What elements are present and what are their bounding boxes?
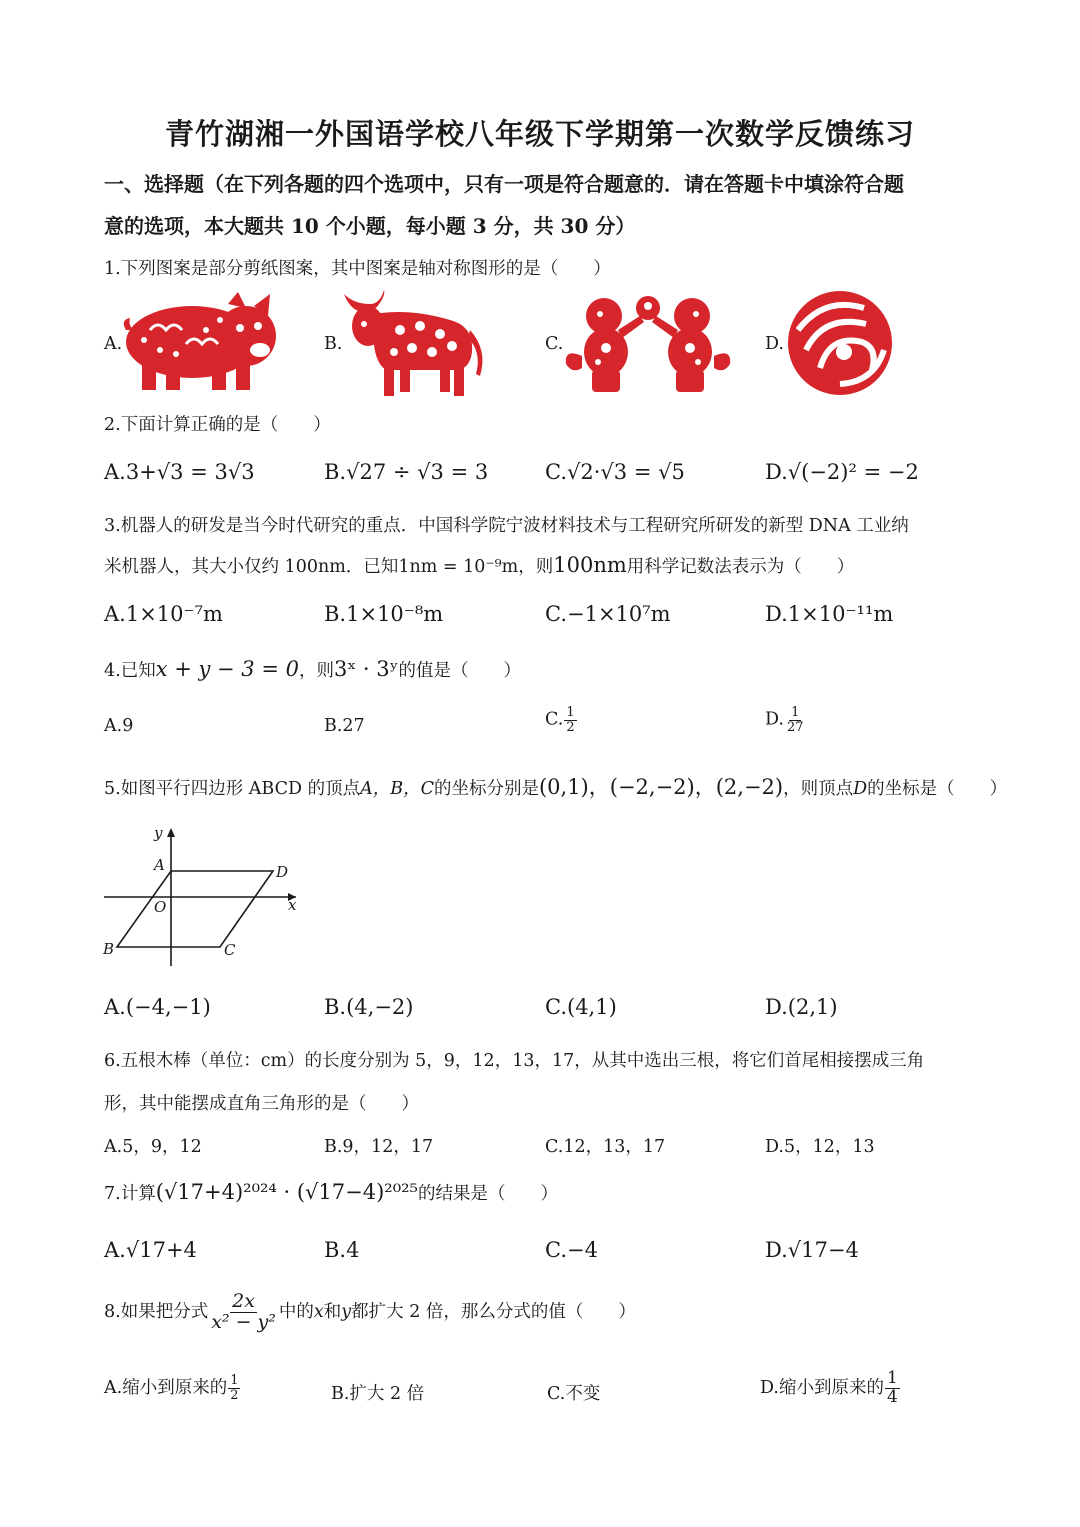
q3-value: 100nm <box>553 553 627 577</box>
q6-stem-line1: 6.五根木棒（单位：cm）的长度分别为 5，9，12，13，17，从其中选出三根，将它们首尾相接摆成三角 <box>104 1051 925 1071</box>
q5-coordinates: (0,1)，(−2,−2)，(2,−2) <box>538 775 784 799</box>
origin-label: O <box>154 898 167 916</box>
q3-stem-line1: 3.机器人的研发是当今时代研究的重点．中国科学院宁波材料技术与工程研究所研发的新型 DNA 工业纳 <box>104 516 909 536</box>
point-b-label: B <box>103 940 115 958</box>
q4-stem <box>104 657 521 682</box>
q8-option-b: B.扩大 2 倍 <box>331 1384 425 1404</box>
q8-option-d-denominator: 4 <box>886 1386 898 1407</box>
q3-text-e: 用科学记数法表示为（ ） <box>626 557 855 577</box>
q8-option-c: C.不变 <box>547 1384 601 1404</box>
q5-stem <box>104 771 1007 801</box>
q5-text-b: 的坐标分别是 <box>433 779 539 799</box>
q4-expression: 3ˣ · 3ʸ <box>333 657 399 681</box>
q8-stem <box>104 1292 636 1333</box>
q5-option-d: D.(2,1) <box>765 995 838 1019</box>
q3-option-c: C.−1×10⁷m <box>545 602 671 626</box>
q4-option-d-denominator: 27 <box>786 719 804 735</box>
q5-points: A，B，C <box>360 779 434 799</box>
q5-option-c: C.(4,1) <box>545 995 617 1019</box>
section-heading-line2: 意的选项，本大题共 10 个小题，每小题 3 分，共 30 分） <box>104 214 636 238</box>
q8-fraction-denominator: x² − y² <box>211 1310 276 1333</box>
q7-option-d: D.√17−4 <box>765 1238 859 1262</box>
q1-option-d-label: D. <box>765 334 784 354</box>
q1-option-a-label: A. <box>104 334 123 354</box>
point-a-label: A <box>154 856 165 874</box>
y-axis-label: y <box>154 824 163 842</box>
q8-fraction-numerator: 2x <box>232 1290 255 1312</box>
q8-option-d <box>760 1370 901 1407</box>
x-axis-label: x <box>288 896 297 914</box>
q5-text-a: 5.如图平行四边形 ABCD 的顶点 <box>104 779 361 799</box>
q5-point-d: D <box>853 779 868 799</box>
y-axis-arrow-icon <box>167 828 175 837</box>
q4-option-c-numerator: 1 <box>566 705 575 720</box>
q6-stem-line2: 形，其中能摆成直角三角形的是（ ） <box>104 1094 419 1114</box>
q4-equation: x + y − 3 = 0 <box>155 657 299 681</box>
q7-expression: (√17+4)²⁰²⁴ · (√17−4)²⁰²⁵ <box>155 1180 418 1204</box>
q2-option-d: D.√(−2)² = −2 <box>765 460 919 484</box>
q4-option-c-label: C. <box>545 709 564 730</box>
q4-option-d-label: D. <box>765 709 784 730</box>
q5-text-c: ，则顶点 <box>783 779 854 799</box>
q8-text-d: 都扩大 2 倍，那么分式的值（ ） <box>351 1301 636 1322</box>
q4-option-c-denominator: 2 <box>566 719 575 735</box>
q4-option-a: A.9 <box>104 716 134 736</box>
q5-parallelogram-diagram <box>100 822 310 972</box>
q6-option-a: A.5，9，12 <box>104 1137 202 1157</box>
q8-var-y: y <box>341 1301 352 1322</box>
q7-text-a: 7.计算 <box>104 1184 156 1204</box>
papercut-swirl-image <box>784 290 896 396</box>
q4-text-c: 的值是（ ） <box>398 661 522 681</box>
q2-option-b: B.√27 ÷ √3 = 3 <box>324 460 489 484</box>
q7-stem <box>104 1180 558 1205</box>
parallelogram-abcd <box>117 871 273 947</box>
q4-option-b: B.27 <box>324 716 365 736</box>
q3-text-a: 米机器人，其大小仅约 100nm．已知 <box>104 557 399 577</box>
q7-option-a: A.√17+4 <box>104 1238 197 1262</box>
q4-option-d <box>765 706 807 734</box>
q1-option-c-label: C. <box>545 334 564 354</box>
q8-text-b: 中的 <box>278 1301 314 1322</box>
q3-text-c: ，则 <box>518 557 554 577</box>
q8-option-d-text: D.缩小到原来的 <box>760 1377 884 1398</box>
q5-text-d: 的坐标是（ ） <box>867 779 1008 799</box>
q6-option-b: B.9，12，17 <box>324 1137 434 1157</box>
q8-text-a: 8.如果把分式 <box>104 1301 209 1322</box>
page-title: 青竹湖湘一外国语学校八年级下学期第一次数学反馈练习 <box>164 117 915 151</box>
q2-stem: 2.下面计算正确的是（ ） <box>104 415 331 435</box>
q3-option-a: A.1×10⁻⁷m <box>104 602 223 626</box>
point-c-label: C <box>224 941 236 959</box>
papercut-monkeys-image <box>560 290 736 394</box>
q8-text-c: 和 <box>323 1301 342 1322</box>
q4-text-a: 4.已知 <box>104 661 156 681</box>
q3-stem-line2 <box>104 553 854 578</box>
q8-option-a <box>104 1374 241 1403</box>
papercut-ox-image <box>340 290 490 398</box>
q4-text-b: ，则 <box>298 661 334 681</box>
section-heading-line1: 一、选择题（在下列各题的四个选项中，只有一项是符合题意的．请在答题卡中填涂符合题 <box>104 172 904 196</box>
q3-unit-equation: 1nm = 10⁻⁹m <box>398 557 519 577</box>
q8-option-a-numerator: 1 <box>230 1373 239 1389</box>
papercut-pig-image <box>120 290 280 394</box>
point-d-label: D <box>276 863 289 881</box>
q5-option-a: A.(−4,−1) <box>104 995 211 1019</box>
q6-option-c: C.12，13，17 <box>545 1137 666 1157</box>
q4-option-c <box>545 706 578 734</box>
q6-option-d: D.5，12，13 <box>765 1137 875 1157</box>
q7-option-b: B.4 <box>324 1238 360 1262</box>
q3-option-d: D.1×10⁻¹¹m <box>765 602 894 626</box>
q8-option-a-text: A.缩小到原来的 <box>104 1378 228 1398</box>
q7-text-b: 的结果是（ ） <box>417 1184 558 1204</box>
q8-option-d-numerator: 1 <box>886 1368 898 1388</box>
q4-option-d-numerator: 1 <box>791 705 800 720</box>
q7-option-c: C.−4 <box>545 1238 598 1262</box>
q1-stem: 1.下列图案是部分剪纸图案，其中图案是轴对称图形的是（ ） <box>104 259 611 279</box>
q2-option-a: A.3+√3 = 3√3 <box>104 460 255 484</box>
q8-var-x: x <box>313 1301 324 1322</box>
q1-option-b-label: B. <box>324 334 343 354</box>
q8-option-a-denominator: 2 <box>230 1388 239 1403</box>
q3-option-b: B.1×10⁻⁸m <box>324 602 444 626</box>
q2-option-c: C.√2·√3 = √5 <box>545 460 685 484</box>
q5-option-b: B.(4,−2) <box>324 995 414 1019</box>
